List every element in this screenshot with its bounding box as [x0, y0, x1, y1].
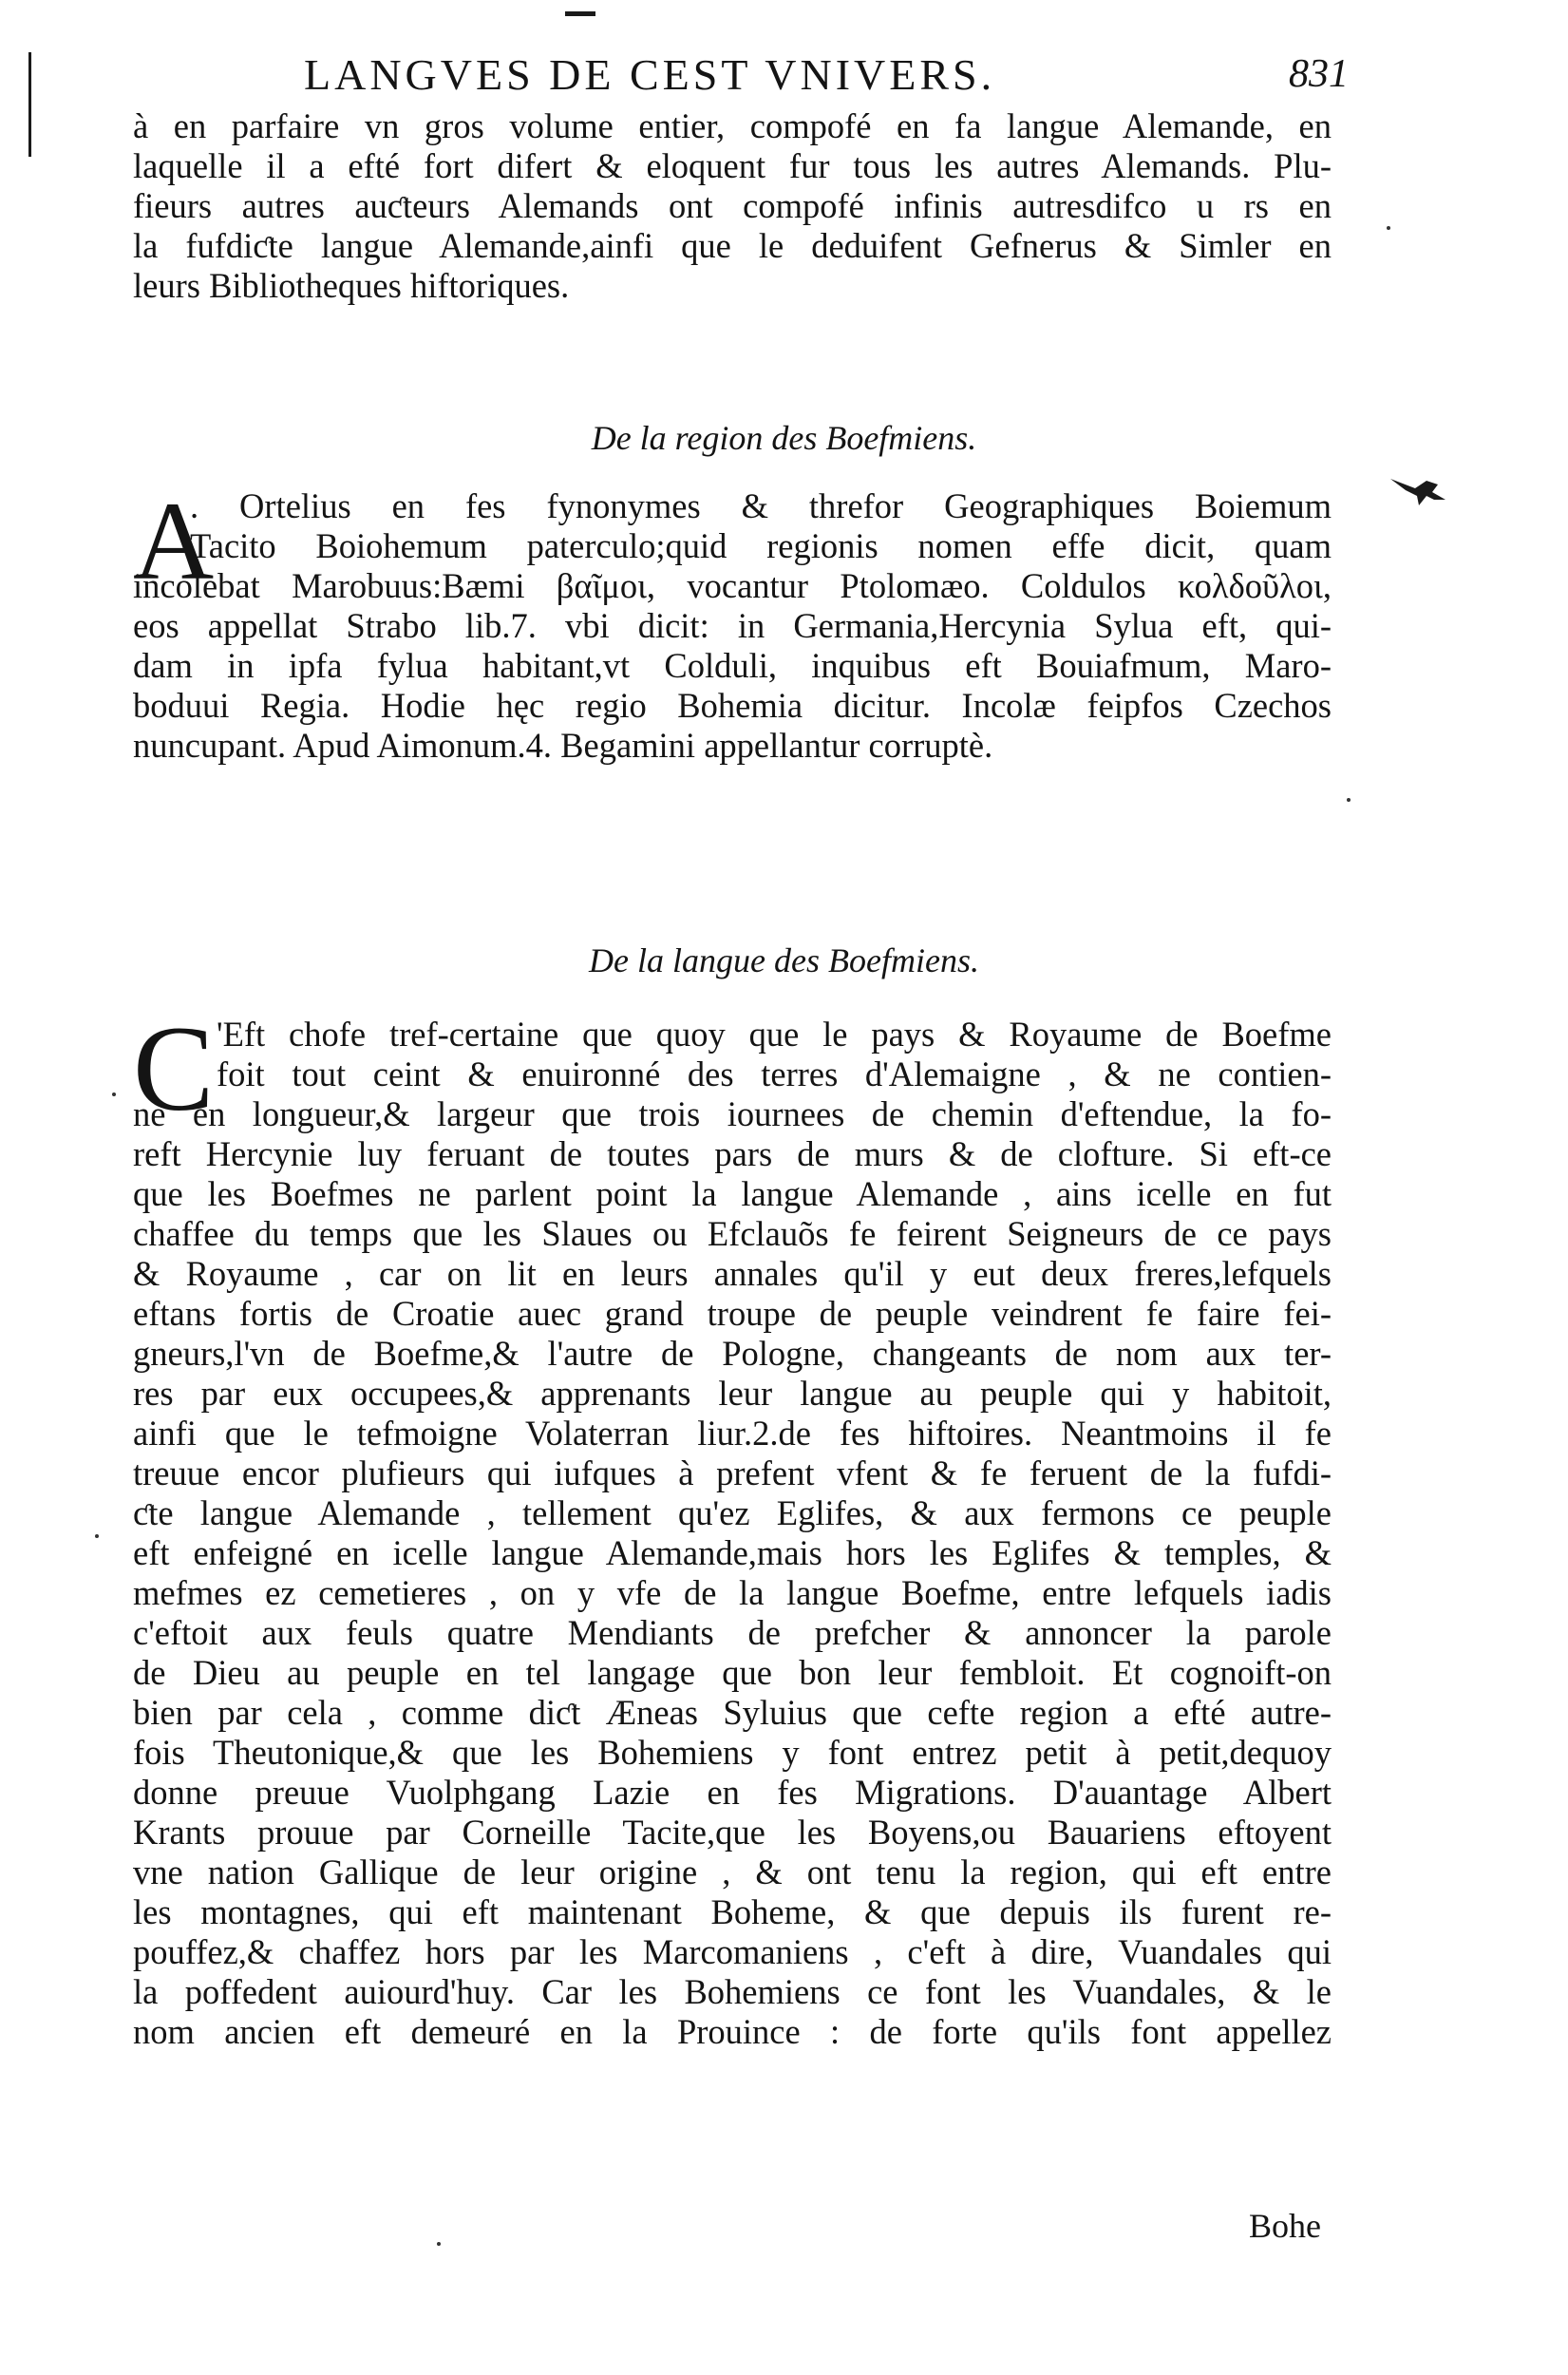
text-line: incolebat Marobuus:Bæmi βαῖμοι, vocantur Ptolomæo. Coldulos κολδοῦλοι, — [133, 566, 1332, 605]
text-line: gneurs,l'vn de Boefme,& l'autre de Pologne, changeants de nom aux ter- — [133, 1334, 1332, 1373]
ink-speck — [112, 1092, 116, 1096]
text-line: nom ancien eft demeuré en la Prouince : de forte qu'ils font appellez — [133, 2012, 1332, 2051]
text-line: reft Hercynie luy feruant de toutes pars de murs & de clofture. Si eft-ce — [133, 1134, 1332, 1173]
section-2-text — [133, 479, 1332, 766]
drop-cap-c: C — [133, 1001, 215, 1136]
margin-rule — [28, 52, 31, 157]
text-line: donne preuue Vuolphgang Lazie en fes Migrations. D'auantage Albert — [133, 1773, 1332, 1812]
text-line: eos appellat Strabo lib.7. vbi dicit: in Germania,Hercynia Sylua eft, qui- — [133, 606, 1332, 645]
section-1-text — [133, 106, 1332, 306]
page-header — [304, 49, 1349, 106]
text-line: la poffedent auiourd'huy. Car les Bohemiens ce font les Vuandales, & le — [133, 1972, 1332, 2011]
section-3-text — [133, 1001, 1332, 2052]
text-line: Krants prouue par Corneille Tacite,que les Boyens,ou Bauariens eftoyent — [133, 1813, 1332, 1852]
text-line: leurs Bibliotheques hiftoriques. — [133, 266, 570, 305]
catchword: Bohe — [1249, 2207, 1321, 2245]
text-line: Tacito Boiohemum paterculo;quid regionis nomen effe dicit, quam — [190, 526, 1332, 565]
ink-speck — [1347, 798, 1351, 802]
section-heading-language: De la langue des Boefmiens. — [589, 941, 979, 979]
text-line: pouffez,& chaffez hors par les Marcomaniens , c'eft à dire, Vuandales qui — [133, 1932, 1332, 1971]
text-line: bien par cela , comme diƈt Æneas Syluius que cefte region a efté autre- — [133, 1693, 1332, 1732]
text-line: ainfi que le tefmoigne Volaterran liur.2.de fes hiftoires. Neantmoins il fe — [133, 1414, 1332, 1453]
ink-speck — [437, 2242, 441, 2246]
text-line: fois Theutonique,& que les Bohemiens y font entrez petit à petit,dequoy — [133, 1733, 1332, 1772]
text-line: 'Eft chofe tref-certaine que quoy que le pays & Royaume de Boefme — [217, 1015, 1332, 1054]
text-line: ne en longueur,& largeur que trois iournees de chemin d'eftendue, la fo- — [133, 1094, 1332, 1133]
text-line: de Dieu au peuple en tel langage que bon leur fembloit. Et cognoift-on — [133, 1653, 1332, 1692]
text-line: eft enfeigné en icelle langue Alemande,mais hors les Eglifes & temples, & — [133, 1533, 1332, 1572]
text-line: dam in ipfa fylua habitant,vt Colduli, inquibus eft Bouiafmum, Maro- — [133, 646, 1332, 685]
ink-speck — [95, 1534, 99, 1538]
section-heading-region: De la region des Boefmiens. — [591, 419, 977, 457]
text-line: ƈte langue Alemande , tellement qu'ez Eglifes, & aux fermons ce peuple — [133, 1493, 1332, 1532]
text-line: foit tout ceint & enuironné des terres d'Alemaigne , & ne contien- — [217, 1054, 1332, 1093]
text-line: c'eftoit aux feuls quatre Mendiants de prefcher & annoncer la parole — [133, 1613, 1332, 1652]
text-line: vne nation Gallique de leur origine , & ont tenu la region, qui eft entre — [133, 1852, 1332, 1891]
text-line: à en parfaire vn gros volume entier, compofé en fa langue Alemande, en — [133, 106, 1332, 145]
text-line: . Ortelius en fes fynonymes & threfor Geographiques Boiemum — [190, 486, 1332, 525]
text-line: laquelle il a efté fort difert & eloquent fur tous les autres Alemands. Plu- — [133, 146, 1332, 185]
text-line: que les Boefmes ne parlent point la langue Alemande , ains icelle en fut — [133, 1174, 1332, 1213]
text-line: boduui Regia. Hodie hęc regio Bohemia dicitur. Incolæ feipfos Czechos — [133, 686, 1332, 725]
page-number: 831 — [1289, 52, 1349, 96]
text-line: fieurs autres auƈteurs Alemands ont compofé infinis autresdifco u rs en — [133, 186, 1332, 225]
drop-cap-a: A — [133, 479, 215, 603]
text-line: eftans fortis de Croatie auec grand troupe de peuple veindrent fe faire fei- — [133, 1294, 1332, 1333]
text-line: nuncupant. Apud Aimonum.4. Begamini appellantur corruptè. — [133, 726, 993, 765]
text-line: treuue encor plufieurs qui iufques à prefent vfent & fe feruent de la fufdi- — [133, 1454, 1332, 1492]
text-line: la fufdiƈte langue Alemande,ainfi que le deduifent Gefnerus & Simler en — [133, 226, 1332, 265]
printer-mark — [565, 11, 595, 16]
text-line: & Royaume , car on lit en leurs annales qu'il y eut deux freres,lefquels — [133, 1254, 1332, 1293]
bird-ornament-icon — [1389, 471, 1455, 519]
text-line: mefmes ez cemetieres , on y vfe de la langue Boefme, entre lefquels iadis — [133, 1573, 1332, 1612]
text-line: chaffee du temps que les Slaues ou Efclauõs fe feirent Seigneurs de ce pays — [133, 1214, 1332, 1253]
text-line: res par eux occupees,& apprenants leur langue au peuple qui y habitoit, — [133, 1374, 1332, 1413]
text-line: les montagnes, qui eft maintenant Boheme, & que depuis ils furent re- — [133, 1892, 1332, 1931]
ink-speck — [1387, 226, 1390, 230]
running-title: LANGVES DE CEST VNIVERS. — [304, 50, 996, 99]
